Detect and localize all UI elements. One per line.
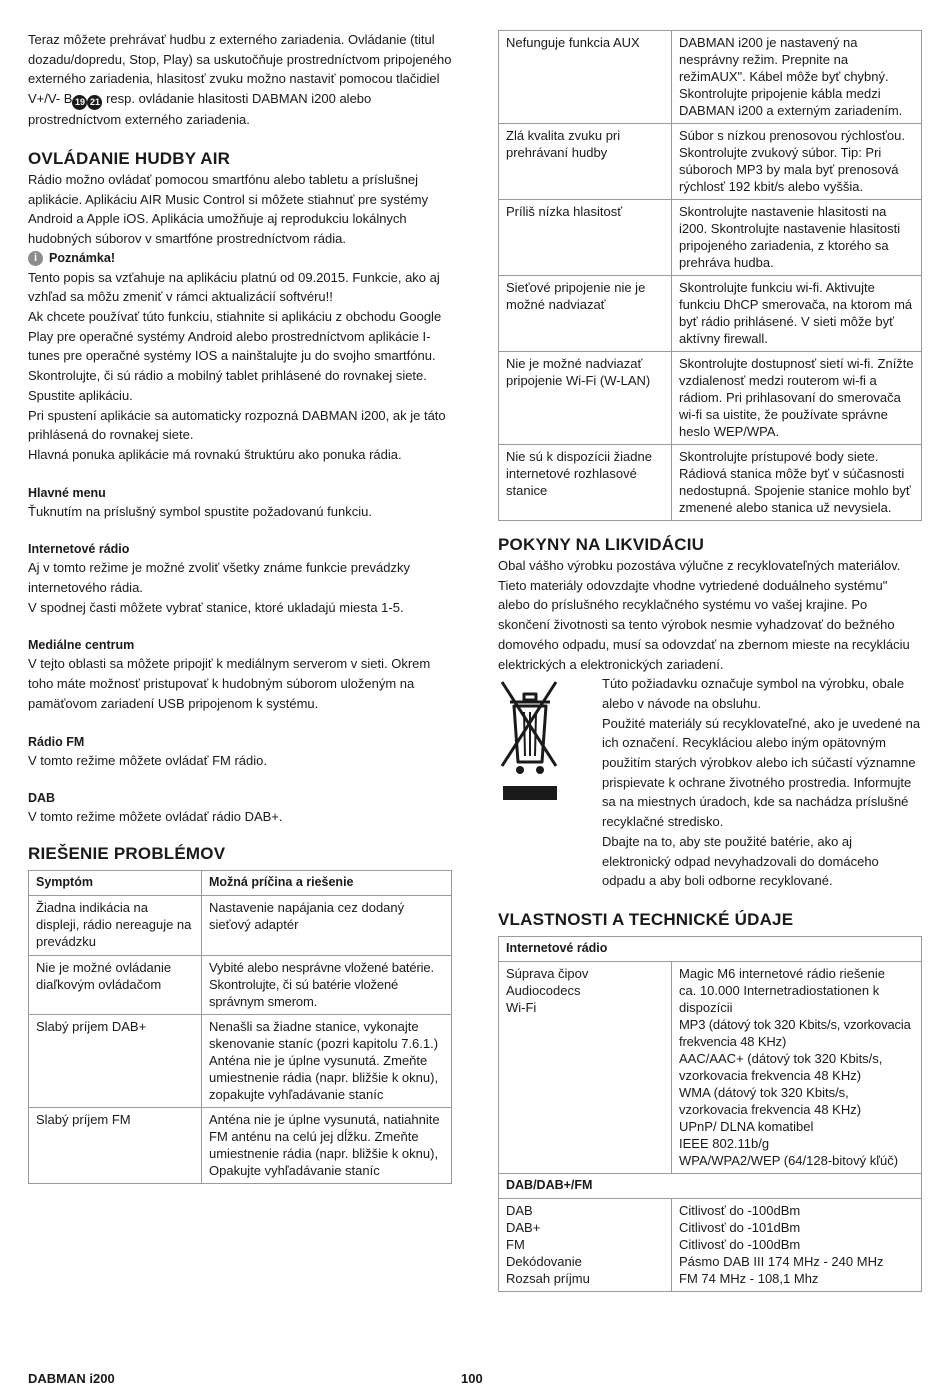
section-title: DAB [28, 791, 56, 806]
spec-value: ca. 10.000 Internetradiostationen k dispozícii [679, 982, 880, 1015]
spec-value: IEEE 802.11b/g [679, 1135, 770, 1151]
section-title: Internetové rádio [28, 542, 130, 557]
troubleshoot-table-continued [498, 30, 922, 521]
solution-cell: Anténa nie je úplne vysunutá, natiahnite FM anténu na celú jej dĺžku. Zmeňte umiestnenie rádia (napr. bližšie k oknu), Opakujte vyhľadávanie staníc [202, 1107, 452, 1183]
symptom-cell: Nie sú k dispozícii žiadne internetové rozhlasové stanice [499, 445, 672, 521]
solution-cell: DABMAN i200 je nastavený na nesprávny režim. Prepnite na režimAUX". Kábel môže byť chybný. Skontrolujte pripojenie kábla medzi DABMAN i200 a externým zariadením. [672, 31, 922, 124]
solution-cell: Skontrolujte prístupové body siete. Rádiová stanica môže byť v súčasnosti nedostupná. Spojenie stanice mohlo byť zmenené alebo stanica už nevysiela. [672, 445, 922, 521]
disposal-paragraph-3: Použité materiály sú recyklovateľné, ako je uvedené na ich označení. Recykláciou alebo iným opätovným použitím starých výrobkov alebo ich súčastí významne prispievate k ochrane životného prostredia. Informujte sa na miestnych úradoch, kde sa nachádza príslušné recyklačné stredisko. [602, 715, 921, 830]
left-column [28, 30, 452, 1184]
spec-value: WMA (dátový tok 320 Kbits/s, vzorkovacia frekvencia 48 KHz) [679, 1084, 862, 1117]
air-paragraph-6: Pri spustení aplikácie sa automaticky rozpozná DABMAN i200, ak je táto prihlásená do rovnakej siete. [28, 407, 446, 443]
table-header-row [29, 870, 452, 895]
disposal-heading: POKYNY NA LIKVIDÁCIU [498, 535, 705, 554]
spec-value: UPnP/ DLNA komatibel [679, 1118, 814, 1134]
column-header-solution: Možná príčina a riešenie [202, 870, 452, 895]
solution-cell: Vybité alebo nesprávne vložené batérie. Skontrolujte, či sú batérie vložené správnym smerom. [202, 955, 452, 1014]
table-row [29, 955, 452, 1014]
symptom-cell: Slabý príjem DAB+ [29, 1014, 202, 1107]
button-badge-21: 21 [87, 95, 102, 110]
table-row [499, 352, 922, 445]
disposal-paragraph-4: Dbajte na to, aby ste použité batérie, ako aj elektronický odpad nevyhadzovali do domáceho odpadu a aby boli odborne recyklované. [602, 833, 879, 889]
spec-label: Wi-Fi [506, 999, 537, 1015]
air-heading: OVLÁDANIE HUDBY AIR [28, 148, 231, 168]
table-row [499, 31, 922, 124]
spec-label: Audiocodecs [506, 982, 581, 998]
note-row [28, 249, 452, 268]
spec-label: Súprava čipov [506, 965, 589, 981]
disposal-paragraph-1: Obal vášho výrobku pozostáva výlučne z recyklovateľných materiálov. Tieto materiály odovzdajte vhodne vytriedené doduálneho systému" alebo do príslušného recyklačného systému vo vašej krajine. Po skončení životnosti sa tento výrobok nesmie vyhadzovať do bežného domového odpadu, musí sa odovzdať na zbernom mieste na recykláciu elektrických a elektronických zariadení. [498, 558, 910, 672]
section-text: V spodnej časti môžete vybrať stanice, ktoré ukladajú miesta 1-5. [28, 599, 404, 615]
symptom-cell: Príliš nízka hlasitosť [499, 200, 672, 276]
spec-value-cell [672, 1198, 922, 1291]
spec-label: DAB+ [506, 1219, 541, 1235]
info-icon: i [28, 251, 43, 266]
section-text: V tejto oblasti sa môžete pripojiť k mediálnym serverom v sieti. Okrem toho máte možnosť pristupovať k hudobným súborom uloženým na pamäťovom zariadení USB pripojenom k systému. [28, 656, 431, 711]
spec-label: Dekódovanie [506, 1253, 582, 1269]
spec-value: Citlivosť do -100dBm [679, 1236, 801, 1252]
air-paragraph-4: Skontrolujte, či sú rádio a mobilný tablet prihlásené do rovnakej siete. [28, 368, 427, 384]
spec-value: Magic M6 internetové rádio riešenie [679, 965, 885, 981]
note-label: Poznámka! [49, 250, 115, 265]
table-row [29, 1107, 452, 1183]
footer-model: DABMAN i200 [28, 1371, 115, 1386]
spec-value: FM 74 MHz - 108,1 Mhz [679, 1270, 819, 1286]
column-header-symptom: Symptóm [29, 870, 202, 895]
symptom-cell: Nefunguje funkcia AUX [499, 31, 672, 124]
page-number: 100 [461, 1371, 483, 1386]
spec-label: FM [506, 1236, 525, 1252]
spec-value-cell [672, 961, 922, 1173]
disposal-paragraph-2: Túto požiadavku označuje symbol na výrobku, obale alebo v návode na obsluhu. [602, 676, 905, 711]
solution-cell: Nastavenie napájania cez dodaný sieťový adaptér [202, 895, 452, 955]
table-row [499, 961, 922, 1173]
disposal-symbol-block [498, 674, 922, 891]
section-title: Hlavné menu [28, 485, 106, 500]
table-row [499, 124, 922, 200]
symptom-cell: Sieťové pripojenie nie je možné nadviazať [499, 276, 672, 352]
section-text: Aj v tomto režime je možné zvoliť všetky známe funkcie prevádzky internetového rádia. [28, 560, 411, 596]
intro-paragraph: Teraz môžete prehrávať hudbu z externého zariadenia. Ovládanie (titul dozadu/dopredu, Stop, Play) sa uskutočňuje prostredníctvom pripojeného externého zariadenia, hlasitosť zvuku možno nastaviť pomocou tlačidiel V+/V- B 19 21 resp. ovládanie hlasitosti DABMAN i200 alebo prostredníctvom externého zariadenia. [28, 32, 452, 128]
button-badge-19: 19 [72, 95, 87, 110]
table-row [499, 276, 922, 352]
spec-label-cell [499, 1198, 672, 1291]
solution-cell: Nenašli sa žiadne stanice, vykonajte skenovanie staníc (pozri kapitolu 7.6.1.) Anténa nie je úplne vysunutá. Zmeňte umiestnenie rádia (napr. bližšie k oknu), zopakujte vyhľadávanie staníc [202, 1014, 452, 1107]
troubleshoot-heading: RIEŠENIE PROBLÉMOV [28, 843, 226, 863]
specs-group-row [499, 936, 922, 961]
spec-value: Citlivosť do -100dBm [679, 1202, 801, 1218]
section-title: Rádio FM [28, 734, 85, 749]
symptom-cell: Slabý príjem FM [29, 1107, 202, 1183]
air-paragraph-3: Ak chcete používať túto funkciu, stiahnite si aplikáciu z obchodu Google Play pre operačné systémy Android alebo prostredníctvom aplikácie I- tunes pre operačné systémy IOS a nainštalujte ju do svojho smartfónu. [28, 309, 442, 364]
right-column [498, 30, 922, 1292]
spec-value: Pásmo DAB III 174 MHz - 240 MHz [679, 1253, 884, 1269]
solution-cell: Skontrolujte nastavenie hlasitosti na i200. Skontrolujte nastavenie hlasitosti pripojeného zariadenia, z ktorého sa prehráva hudba. [672, 200, 922, 276]
spec-value: Citlivosť do -101dBm [679, 1219, 801, 1235]
crossed-bin-icon [498, 680, 562, 804]
spec-value: WPA/WPA2/WEP (64/128-bitový kľúč) [679, 1152, 899, 1168]
section-title: Mediálne centrum [28, 638, 135, 653]
table-row [29, 895, 452, 955]
solution-cell: Skontrolujte funkciu wi-fi. Aktivujte funkciu DhCP smerovača, na ktorom má byť rádio prihlásené. V sieti môže byť aktívny firewall. [672, 276, 922, 352]
solution-cell: Súbor s nízkou prenosovou rýchlosťou. Skontrolujte zvukový súbor. Tip: Pri súboroch MP3 by mala byť prenosová rýchlosť 192 kbit/s alebo vyššia. [672, 124, 922, 200]
specs-table [498, 936, 922, 1292]
spec-label: Rozsah príjmu [506, 1270, 590, 1286]
table-row [499, 1198, 922, 1291]
spec-value: AAC/AAC+ (dátový tok 320 Kbits/s, vzorkovacia frekvencia 48 KHz) [679, 1050, 883, 1083]
spec-label-cell [499, 961, 672, 1173]
specs-group-row [499, 1173, 922, 1198]
specs-heading: VLASTNOSTI A TECHNICKÉ ÚDAJE [498, 909, 794, 929]
air-paragraph-7: Hlavná ponuka aplikácie má rovnakú štruktúru ako ponuka rádia. [28, 446, 402, 462]
table-row [29, 1014, 452, 1107]
section-text: Ťuknutím na príslušný symbol spustite požadovanú funkciu. [28, 503, 372, 519]
symptom-cell: Zlá kvalita zvuku pri prehrávaní hudby [499, 124, 672, 200]
symptom-cell: Nie je možné nadviazať pripojenie Wi-Fi (W-LAN) [499, 352, 672, 445]
specs-group-title: Internetové rádio [499, 936, 922, 961]
spec-label: DAB [506, 1202, 533, 1218]
air-paragraph-1: Rádio možno ovládať pomocou smartfónu alebo tabletu a príslušnej aplikácie. Aplikáciu AIR Music Control si môžete stiahnuť pre systémy Android a Apple iOS. Aplikácia umožňuje aj reprodukciu lokálnych hudobných súborov v smartfóne prostredníctvom rádia. [28, 171, 429, 246]
disposal-symbol-text [602, 674, 922, 891]
air-paragraph-2: Tento popis sa vzťahuje na aplikáciu platnú od 09.2015. Funkcie, ako aj vzhľad sa môžu zmeniť v rámci aktualizácií softvéru!! [28, 269, 440, 305]
table-row [499, 445, 922, 521]
air-paragraph-5: Spustite aplikáciu. [28, 387, 133, 403]
specs-group-title: DAB/DAB+/FM [499, 1173, 922, 1198]
section-text: V tomto režime môžete ovládať FM rádio. [28, 752, 267, 768]
symptom-cell: Žiadna indikácia na displeji, rádio nereaguje na prevádzku [29, 895, 202, 955]
troubleshoot-table [28, 870, 452, 1184]
table-row [499, 200, 922, 276]
spec-value: MP3 (dátový tok 320 Kbits/s, vzorkovacia frekvencia 48 KHz) [679, 1016, 911, 1049]
solution-cell: Skontrolujte dostupnosť sietí wi-fi. Znížte vzdialenosť medzi routerom wi-fi a rádiom. Pri prihlasovaní do smerovača wi-fi sa uistite, že používate správne heslo WEP/WPA. [672, 352, 922, 445]
symptom-cell: Nie je možné ovládanie diaľkovým ovládačom [29, 955, 202, 1014]
section-text: V tomto režime môžete ovládať rádio DAB+. [28, 809, 283, 825]
